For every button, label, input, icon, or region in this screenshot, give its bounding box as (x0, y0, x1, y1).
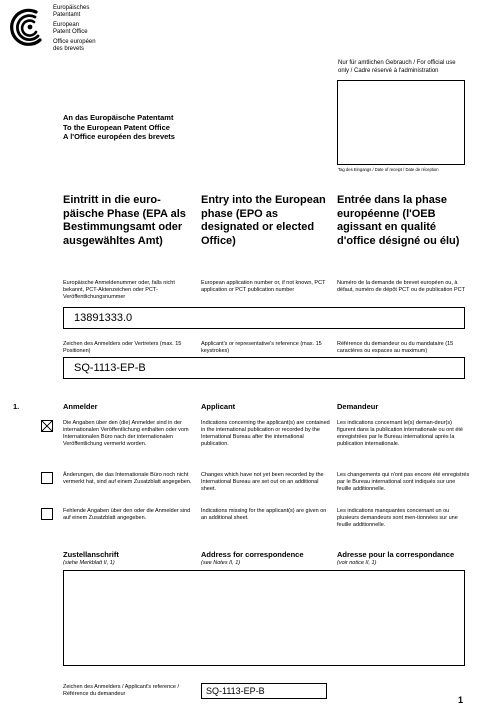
reference-field[interactable]: SQ-1113-EP-B (63, 357, 465, 379)
app-number-field[interactable]: 13891333.0 (63, 307, 465, 329)
footer-reference-value: SQ-1113-EP-B (206, 686, 265, 696)
applicant-option-1-en: Indications concerning the applicant(s) are contained in the international publication or recorded by the International Bureau after the international publication. (201, 420, 330, 447)
applicant-option-3-fr: Les indications manquantes concernant un ou plusieurs demandeurs sont men-tionnées sur une feuille additionnelle. (337, 508, 458, 528)
app-number-label-de: Europäische Anmeldenummer oder, falls nicht bekannt, PCT-Aktenzeichen oder PCT-Veröffentlichungsnummer (63, 280, 175, 300)
applicant-option-1-de: Die Angaben über den (die) Anmelder sind in der internationalen Veröffentlichung enthalten oder vom Internationalen Büro nach der internationalen Veröffentlichung vermerkt worden. (63, 420, 189, 447)
reference-label-de: Zeichen des Anmelders oder Vertreters (max. 15 Positionen) (63, 341, 182, 354)
addressee-line: To the European Patent Office (63, 122, 170, 132)
logo-line: European (53, 22, 80, 28)
form-title-en: Entry into the European phase (EPO as designated or elected Office) (201, 194, 326, 247)
correspondence-heading-fr: Adresse pour la correspondance (337, 550, 455, 559)
applicant-heading-en: Applicant (201, 402, 236, 411)
logo-line: Office européen (53, 39, 96, 45)
addressee-line: A l'Office européen des brevets (63, 132, 175, 141)
official-use-label: Nur für amtlichen Gebrauch / For official use only / Cadre réservé à l'administration (338, 60, 456, 74)
applicant-option-2-fr: Les changements qui n'ont pas encore été enregistrés par le Bureau international sont indiqués sur une feuille additionnelle. (337, 472, 470, 492)
logo-line: Europäisches (53, 5, 90, 11)
applicant-heading-fr: Demandeur (337, 402, 379, 411)
applicant-option-2-de: Änderungen, die das Internationale Büro noch nicht vermerkt hat, sind auf einem Zusatzblatt angegeben. (63, 472, 192, 485)
applicant-option-3-de: Fehlende Angaben über den oder die Anmelder sind auf einem Zusatzblatt angegeben. (63, 508, 191, 521)
epo-logo-text (53, 5, 96, 53)
logo-line: des brevets (53, 46, 85, 52)
correspondence-note-fr: (voir notice II, 1) (337, 560, 377, 566)
correspondence-heading-de: Zustellanschrift (63, 550, 119, 559)
reference-label-en: Applicant's or representative's reference (max. 15 keystrokes) (201, 341, 322, 354)
app-number-label-en: European application number or, if not known, PCT application or PCT publication number (201, 280, 326, 293)
epo-logo (6, 6, 50, 50)
applicant-option-3-checkbox[interactable] (41, 508, 53, 520)
page-number: 1 (458, 695, 464, 705)
applicant-heading-de: Anmelder (63, 402, 98, 411)
reference-label-fr: Référence du demandeur ou du mandataire (15 caractères ou espaces au maximum) (337, 341, 454, 354)
footer-reference-label: Zeichen des Anmelders / Applicant's reference / Référence du demandeur (63, 684, 180, 697)
applicant-option-2-checkbox[interactable] (41, 472, 53, 484)
addressee (63, 113, 175, 142)
applicant-option-1-fr: Les indications concernant le(s) deman-deur(s) figurent dans la publication internationale ou ont été enregistrées par le Bureau international après la publication internationale. (337, 420, 463, 447)
footer-reference-field[interactable] (201, 683, 327, 699)
receipt-date-caption: Tag des Eingangs / Date of receipt / Date de réception (338, 167, 439, 172)
epo-logo-icon (6, 6, 50, 50)
applicant-option-2-en: Changes which have not yet been recorded by the International Bureau are set out on an additional sheet. (201, 472, 324, 492)
form-title-fr: Entrée dans la phase européenne (l'OEB agissant en qualité d'office désigné ou élu) (337, 194, 460, 247)
logo-line: Patentamt (53, 12, 81, 18)
applicant-option-1-checkbox[interactable] (41, 420, 53, 432)
official-use-box (337, 80, 465, 165)
section-number: 1. (13, 402, 20, 411)
correspondence-note-de: (siehe Merkblatt II, 1) (63, 560, 115, 566)
correspondence-heading-en: Address for correspondence (201, 550, 304, 559)
app-number-label-fr: Numéro de la demande de brevet européen ou, à défaut, numéro de dépôt PCT ou de publication PCT (337, 280, 466, 293)
correspondence-note-en: (see Notes II, 1) (201, 560, 241, 566)
form-title-de: Eintritt in die euro-päische Phase (EPA als Bestimmungsamt oder ausgewähltes Amt) (63, 194, 186, 247)
correspondence-address-field[interactable] (63, 570, 465, 666)
logo-line: Patent Office (53, 29, 88, 35)
applicant-option-3-en: Indications missing for the applicant(s) are given on an additional sheet. (201, 508, 327, 521)
addressee-line: An das Europäische Patentamt (63, 113, 174, 122)
